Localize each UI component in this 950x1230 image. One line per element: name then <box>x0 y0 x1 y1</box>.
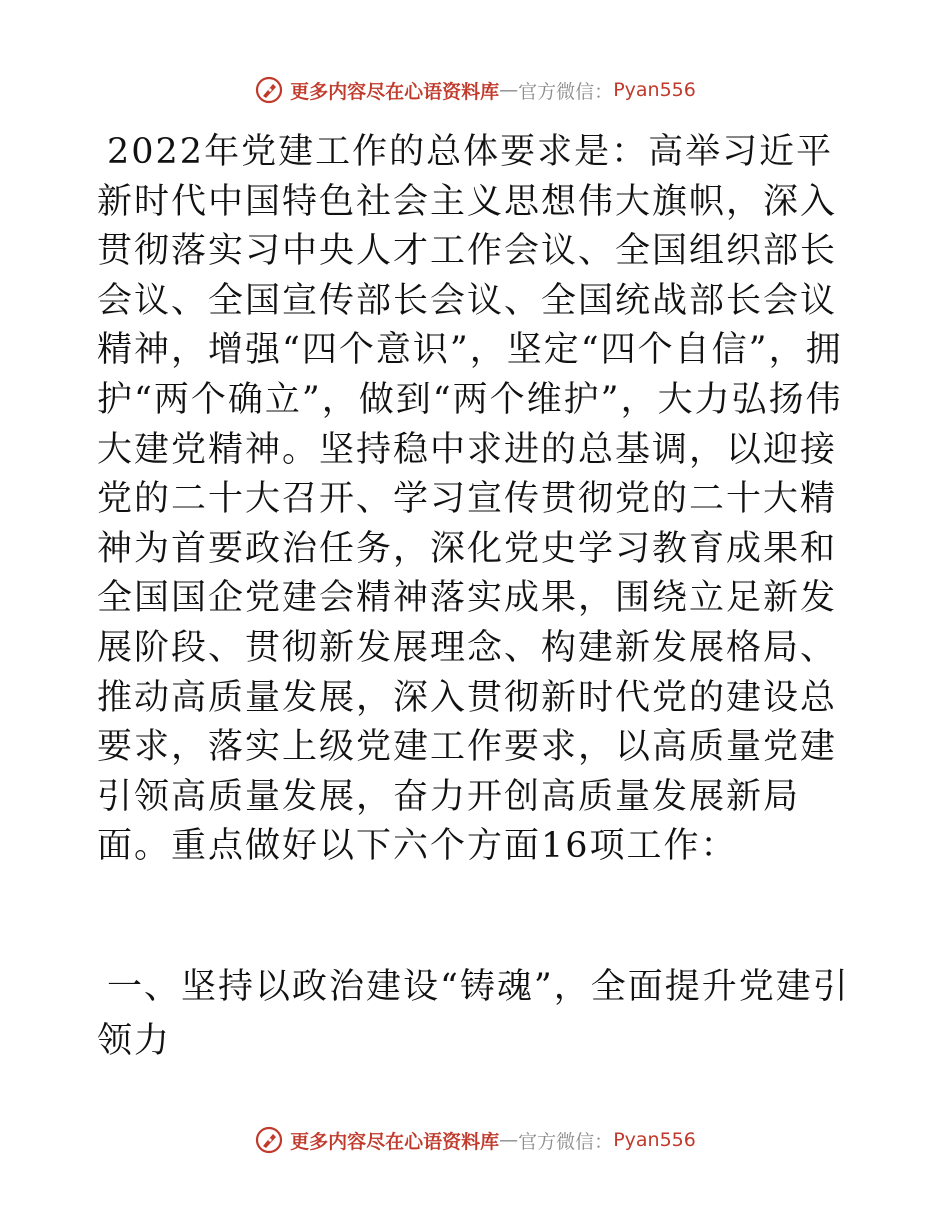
watermark-dash: — <box>499 1129 519 1151</box>
body-paragraph: 2022年党建工作的总体要求是：高举习近平新时代中国特色社会主义思想伟大旗帜，深入贯彻落实习中央人才工作会议、全国组织部长会议、全国宣传部长会议、全国统战部长会议精神，增强“四个意识”，坚定“四个自信”，拥护“两个确立”，做到“两个维护”，大力弘扬伟大建党精神。坚持稳中求进的总基调，以迎接党的二十大召开、学习宣传贯彻党的二十大精神为首要政治任务，深化党史学习教育成果和全国国企党建会精神落实成果，围绕立足新发展阶段、贯彻新发展理念、构建新发展格局、推动高质量发展，深入贯彻新时代党的建设总要求，落实上级党建工作要求，以高质量党建引领高质量发展，奋力开创高质量发展新局面。重点做好以下六个方面16项工作： <box>97 132 843 867</box>
watermark-brand-text: 更多内容尽在心语资料库 <box>290 80 500 103</box>
section-heading: 一、坚持以政治建设“铸魂”，全面提升党建引领力 <box>97 967 850 1061</box>
watermark-contact-id: Pyan556 <box>613 1129 696 1151</box>
watermark-contact-id: Pyan556 <box>613 79 696 101</box>
pen-nib-circle-logo-icon <box>254 75 284 105</box>
pen-nib-circle-logo-icon <box>254 1125 284 1155</box>
watermark-contact-label: 官方微信： <box>518 1130 614 1153</box>
watermark-brand-text: 更多内容尽在心语资料库 <box>290 1130 500 1153</box>
watermark-contact-label: 官方微信： <box>518 80 614 103</box>
watermark-dash: — <box>499 79 519 101</box>
footer-watermark <box>0 1125 950 1155</box>
header-watermark <box>0 75 950 105</box>
